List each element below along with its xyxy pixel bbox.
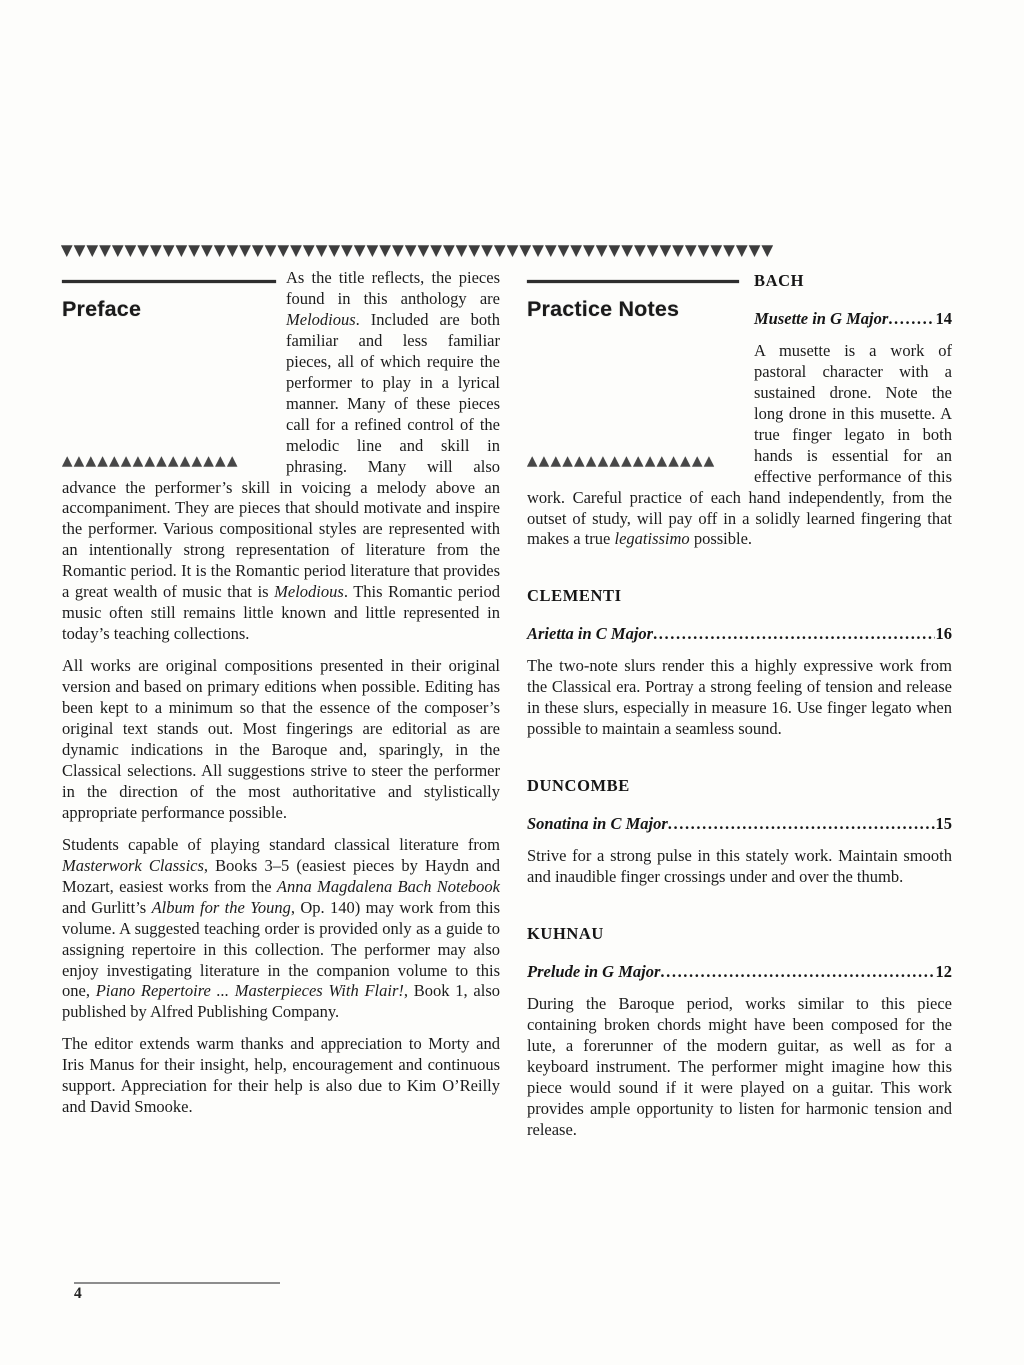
piece-title-line: [527, 962, 952, 983]
practice-note-text: Strive for a strong pulse in this stately work. Maintain smooth and inaudible finger crossings under and over the thumb.: [527, 846, 952, 887]
triangle-row-icon: ▲▲▲▲▲▲▲▲▲▲▲▲▲▲▲: [62, 454, 239, 468]
piece-title-line: [754, 309, 952, 330]
page-footer: [74, 1282, 280, 1303]
preface-paragraph: Students capable of playing standard classical literature from Masterwork Classics, Books 3–5 (easiest pieces by Haydn and Mozart, easiest works from the Anna Magdalena Bach Notebook and Gurlitt’s Album for the Young, Op. 140) may work from this volume. A suggested teaching order is provided only as a guide to assigning repertoire in this collection. The performer may also enjoy investigating literature in the companion volume to this one, Piano Repertoire ... Masterpieces With Flair!, Book 1, also published by Alfred Publishing Company.: [62, 834, 501, 1022]
practice-note-text: The two-note slurs render this a highly expressive work from the Classical era. Portray a strong feeling of tension and release in these slurs, especially in measure 16. Use finger legato when possible to maintain a seamless sound.: [527, 656, 952, 739]
triangle-border-top-icon: ▼▼▼▼▼▼▼▼▼▼▼▼▼▼▼▼▼▼▼▼▼▼▼▼▼▼▼▼▼▼▼▼▼▼▼▼▼▼▼▼▼▼▼▼▼▼▼▼▼▼▼▼▼▼▼▼: [61, 241, 775, 259]
piece-title: Musette in G Major: [754, 308, 889, 328]
composer-heading: DUNCOMBE: [527, 776, 630, 796]
footer-rule: [74, 1282, 280, 1284]
preface-paragraph: The editor extends warm thanks and appreciation to Morty and Iris Manus for their insight, help, encouragement and continuous support. Appreciation for their help is also due to Kim O’Reilly and David Smooke.: [62, 1034, 500, 1117]
practice-note-entry: [527, 924, 952, 1141]
preface-paragraph: As the title reflects, the pieces found in this anthology are Melodious. Included are both familiar and less familiar pieces, all of which require the performer to play in a lyrical manner. Many of these pieces call for a refined control of the melodic line and skill in phrasing. Many will also advance the performer’s skill in voicing a melody above an accompaniment. They are pieces that should motivate and inspire the performer. Various compositional styles are represented with an intentionally strong representation of literature from the Romantic period. It is the Romantic period literature that provides a great wealth of music that is Melodious. This Romantic period music often still remains little known and little represented in today’s teaching collections.: [62, 268, 500, 644]
preface-heading-block: [62, 280, 276, 468]
preface-paragraph: All works are original compositions presented in their original version and based on primary editions when possible. Editing has been kept to a minimum so that the essence of the composer’s original text stands out. Most fingerings are editorial as are dynamic indications in the Baroque and, sparingly, in the Classical selections. All suggestions strive to steer the performer in the direction of the most authoritative and stylistically appropriate performance possible.: [62, 656, 500, 822]
piece-title: Arietta in C Major: [527, 624, 654, 644]
piece-title: Prelude in G Major: [527, 961, 661, 981]
triangle-row-icon: ▲▲▲▲▲▲▲▲▲▲▲▲▲▲▲▲: [527, 454, 716, 468]
practice-notes-heading-block: [527, 280, 739, 468]
dot-leader: [653, 624, 934, 645]
piece-page-number: 16: [935, 624, 952, 644]
practice-note-text: During the Baroque period, works similar to this piece containing broken chords might have been composed for the lute, a forerunner of the modern guitar, as well as for a keyboard instrument. The performer might imagine how this piece would sound if it were played on a guitar. This work provides ample opportunity to listen for harmonic tension and release.: [527, 993, 952, 1139]
dot-leader: [888, 309, 934, 330]
dot-leader: [660, 962, 934, 983]
piece-page-number: 15: [935, 814, 952, 834]
piece-page-number: 14: [935, 308, 952, 328]
composer-heading: BACH: [754, 271, 805, 290]
piece-title-line: [527, 814, 952, 835]
practice-notes-heading: Practice Notes: [527, 297, 680, 321]
practice-note-text: A musette is a work of pastoral character with a sustained drone. Note the long drone in this musette. A true finger legato in both hands is essential for an effective performance of this work. Careful practice of each hand independently, from the outset of study, will pay off in a solidly learned fingering that makes a true legatissimo possible.: [527, 340, 952, 549]
practice-note-entry: [527, 586, 952, 740]
heading-rule: [527, 280, 739, 283]
heading-rule: [62, 280, 276, 283]
preface-heading: Preface: [62, 297, 142, 321]
composer-heading: KUHNAU: [527, 923, 604, 943]
piece-page-number: 12: [935, 961, 952, 981]
dot-leader: [668, 814, 935, 835]
piece-title-line: [527, 624, 952, 645]
page-number: 4: [74, 1285, 82, 1302]
preface-column: [62, 268, 500, 1118]
practice-notes-column: [527, 268, 952, 1141]
practice-note-entry: [527, 776, 952, 888]
piece-title: Sonatina in C Major: [527, 814, 668, 834]
composer-heading: CLEMENTI: [527, 586, 622, 606]
